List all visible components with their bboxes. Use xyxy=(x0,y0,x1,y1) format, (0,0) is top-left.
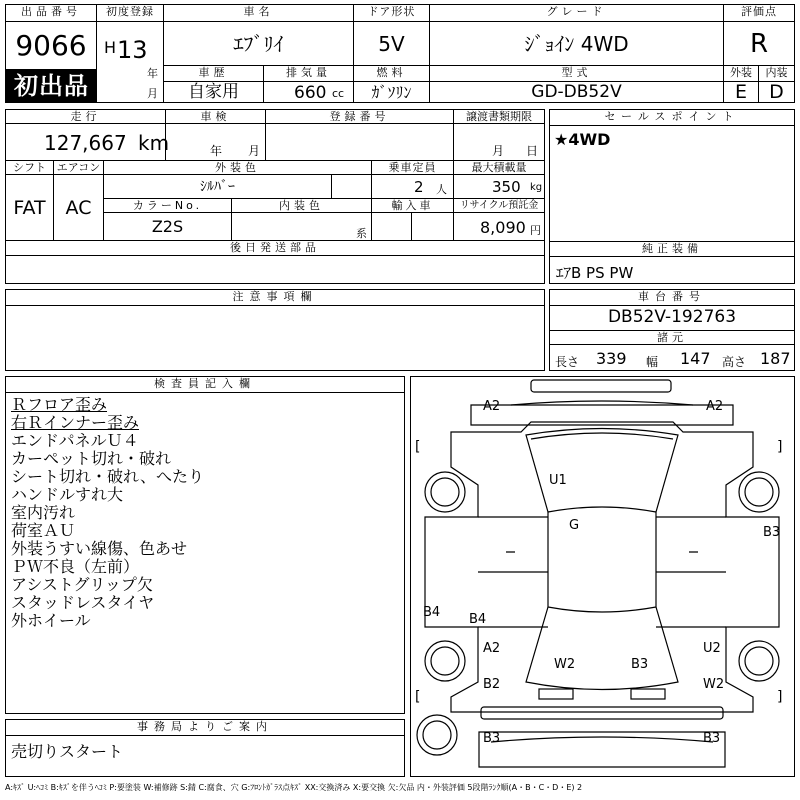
era: H xyxy=(104,38,117,57)
damage-mark: W2 xyxy=(703,677,725,692)
car-outline-icon xyxy=(411,377,794,776)
history: 自家用 xyxy=(188,82,239,102)
svg-text:[: [ xyxy=(415,439,421,455)
damage-mark: A2 xyxy=(706,399,724,414)
first-reg-label: 初度登録 xyxy=(106,5,154,18)
transfer-month-unit: 月 xyxy=(492,144,505,158)
recycle-label: リサイクル預託金 xyxy=(459,200,539,211)
capacity: 2 xyxy=(414,178,424,196)
int-color-unit: 系 xyxy=(356,227,367,240)
height-value: 187 xyxy=(760,349,791,368)
ac-label: エアコン xyxy=(56,161,101,174)
inspection-label: 車検 xyxy=(200,110,231,123)
later-parts-label: 後日発送部品 xyxy=(230,241,320,254)
inspector-line: 外装うすい線傷、色あせ xyxy=(11,539,188,558)
exterior-score: E xyxy=(734,81,747,103)
car-damage-diagram xyxy=(410,376,795,777)
car-name: ｴﾌﾞﾘｲ xyxy=(233,32,284,56)
damage-mark: B3 xyxy=(483,731,501,746)
office-text: 売切りスタート xyxy=(11,742,124,761)
damage-mark: A2 xyxy=(483,641,501,656)
sales-point-box xyxy=(549,109,795,284)
inspector-line: 荷室ＡＵ xyxy=(11,521,76,540)
color-no: Z2S xyxy=(151,217,184,236)
car-name-label: 車名 xyxy=(243,5,274,18)
displacement: 660 xyxy=(294,83,327,103)
damage-mark: B3 xyxy=(631,657,649,672)
sales-point-label: セールスポイント xyxy=(550,110,794,126)
exterior-label: 外装 xyxy=(730,66,752,79)
score-label: 評価点 xyxy=(741,5,777,18)
max-load-label: 最大積載量 xyxy=(471,161,527,174)
width-value: 147 xyxy=(680,349,711,368)
shift-label: シフト xyxy=(13,161,46,174)
recycle-unit: 円 xyxy=(530,224,541,237)
int-color-label: 内装色 xyxy=(279,199,324,212)
inspector-line: ハンドルすれ大 xyxy=(11,485,124,504)
grade-label: グレード xyxy=(546,5,607,18)
door-label: ドア形状 xyxy=(367,5,416,18)
inspector-line: カーペット切れ・破れ xyxy=(11,449,172,468)
header-table xyxy=(5,4,795,103)
office-label: 事務局よりご案内 xyxy=(6,720,404,736)
mileage-unit: km xyxy=(138,131,170,155)
damage-mark: W2 xyxy=(554,657,576,672)
damage-mark: U1 xyxy=(549,473,567,488)
inspector-line: Ｒフロア歪み xyxy=(11,395,108,414)
chassis-box xyxy=(549,289,795,371)
capacity-label: 乗車定員 xyxy=(388,161,437,174)
damage-mark: A2 xyxy=(483,399,501,414)
interior-label: 内装 xyxy=(765,66,788,79)
score: R xyxy=(749,29,769,59)
ext-color-label: 外装色 xyxy=(215,161,260,174)
vehicle-info-table xyxy=(5,109,545,284)
inspector-line: エンドパネルＵ４ xyxy=(11,431,139,450)
inspection-year-unit: 年 xyxy=(210,144,223,158)
inspector-line: 室内汚れ xyxy=(11,503,76,522)
damage-mark: B4 xyxy=(423,605,441,620)
displacement-label: 排気量 xyxy=(286,66,331,79)
inspector-line: スタッドレスタイヤ xyxy=(11,593,155,612)
model-label: 型式 xyxy=(561,66,592,79)
mileage: 127,667 xyxy=(44,131,127,155)
inspector-line: シート切れ・破れ、へたり xyxy=(11,467,204,486)
damage-mark: B3 xyxy=(703,731,721,746)
chassis-label: 車台番号 xyxy=(550,290,794,306)
reg-no-label: 登録番号 xyxy=(329,110,390,123)
lot-label: 出品番号 xyxy=(21,5,81,18)
fuel: ｶﾞｿﾘﾝ xyxy=(371,83,412,102)
length-value: 339 xyxy=(596,349,627,368)
damage-mark: B4 xyxy=(469,612,487,627)
svg-text:[: [ xyxy=(415,689,421,705)
inspector-box xyxy=(5,376,405,714)
chassis-number: DB52V-192763 xyxy=(607,307,737,327)
dims-label: 諸元 xyxy=(657,331,687,344)
width-label: 幅 xyxy=(646,355,659,369)
sales-point-text: ★4WD xyxy=(554,130,611,149)
displacement-unit: cc xyxy=(332,87,345,100)
transfer-day-unit: 日 xyxy=(526,144,539,158)
height-label: 高さ xyxy=(722,355,747,369)
svg-text:]: ] xyxy=(777,439,783,455)
damage-mark: B3 xyxy=(763,525,781,540)
inspector-line: 外ホイール xyxy=(11,611,91,630)
mileage-label: 走行 xyxy=(70,110,101,123)
damage-mark: G xyxy=(569,518,580,533)
year-unit: 年 xyxy=(147,67,158,80)
notes-box xyxy=(5,289,545,371)
ac: AC xyxy=(65,197,92,219)
fuel-label: 燃料 xyxy=(376,66,407,79)
notes-label: 注意事項欄 xyxy=(6,290,544,306)
color-no-label: カラーNo. xyxy=(132,199,203,212)
grade: ｼﾞｮｲﾝ 4WD xyxy=(524,32,629,56)
month-unit: 月 xyxy=(147,87,158,100)
first-reg-year: 13 xyxy=(117,36,148,64)
inspector-label: 検査員記入欄 xyxy=(6,377,404,393)
inspector-line: 右Ｒインナー歪み xyxy=(11,413,140,432)
damage-mark: U2 xyxy=(703,641,721,656)
inspector-line: ＰＷ不良（左前） xyxy=(11,557,140,576)
model: GD-DB52V xyxy=(531,82,622,102)
office-box xyxy=(5,719,405,777)
door: 5V xyxy=(378,32,405,56)
ext-color: ｼﾙﾊﾞｰ xyxy=(200,179,235,195)
inspection-month-unit: 月 xyxy=(248,144,261,158)
length-label: 長さ xyxy=(555,355,580,369)
max-load-unit: kg xyxy=(530,182,543,193)
transfer-label: 譲渡書類期限 xyxy=(466,110,532,123)
svg-text:]: ] xyxy=(777,689,783,705)
equipment-label: 純正装備 xyxy=(642,242,702,255)
shift: FAT xyxy=(13,197,46,219)
lot-number: 9066 xyxy=(15,29,87,62)
import-label: 輸入車 xyxy=(391,199,434,212)
inspector-line: アシストグリップ欠 xyxy=(11,575,153,594)
capacity-unit: 人 xyxy=(436,183,447,196)
inspector-lines xyxy=(11,396,204,630)
recycle: 8,090 xyxy=(480,218,526,237)
max-load: 350 xyxy=(492,178,521,196)
history-label: 車歴 xyxy=(198,66,229,79)
interior-score: D xyxy=(769,81,784,103)
damage-mark: B2 xyxy=(483,677,501,692)
legend-text: A:ｷｽﾞ U:ﾍｺﾐ B:ｷｽﾞを伴うﾍｺﾐ P:要塗装 W:補修跡 S:錆 C:腐食、穴 G:ﾌﾛﾝﾄｶﾞﾗｽ点ｷｽﾞ XX:交換済み X:要交換 欠:欠品 内・外装評価 5段階ﾗﾝｸ順(A・B・C・D・E) 2 xyxy=(5,783,583,792)
equipment-text: ｴｱB PS PW xyxy=(556,264,634,282)
first-listing-badge: 初出品 xyxy=(6,69,97,103)
